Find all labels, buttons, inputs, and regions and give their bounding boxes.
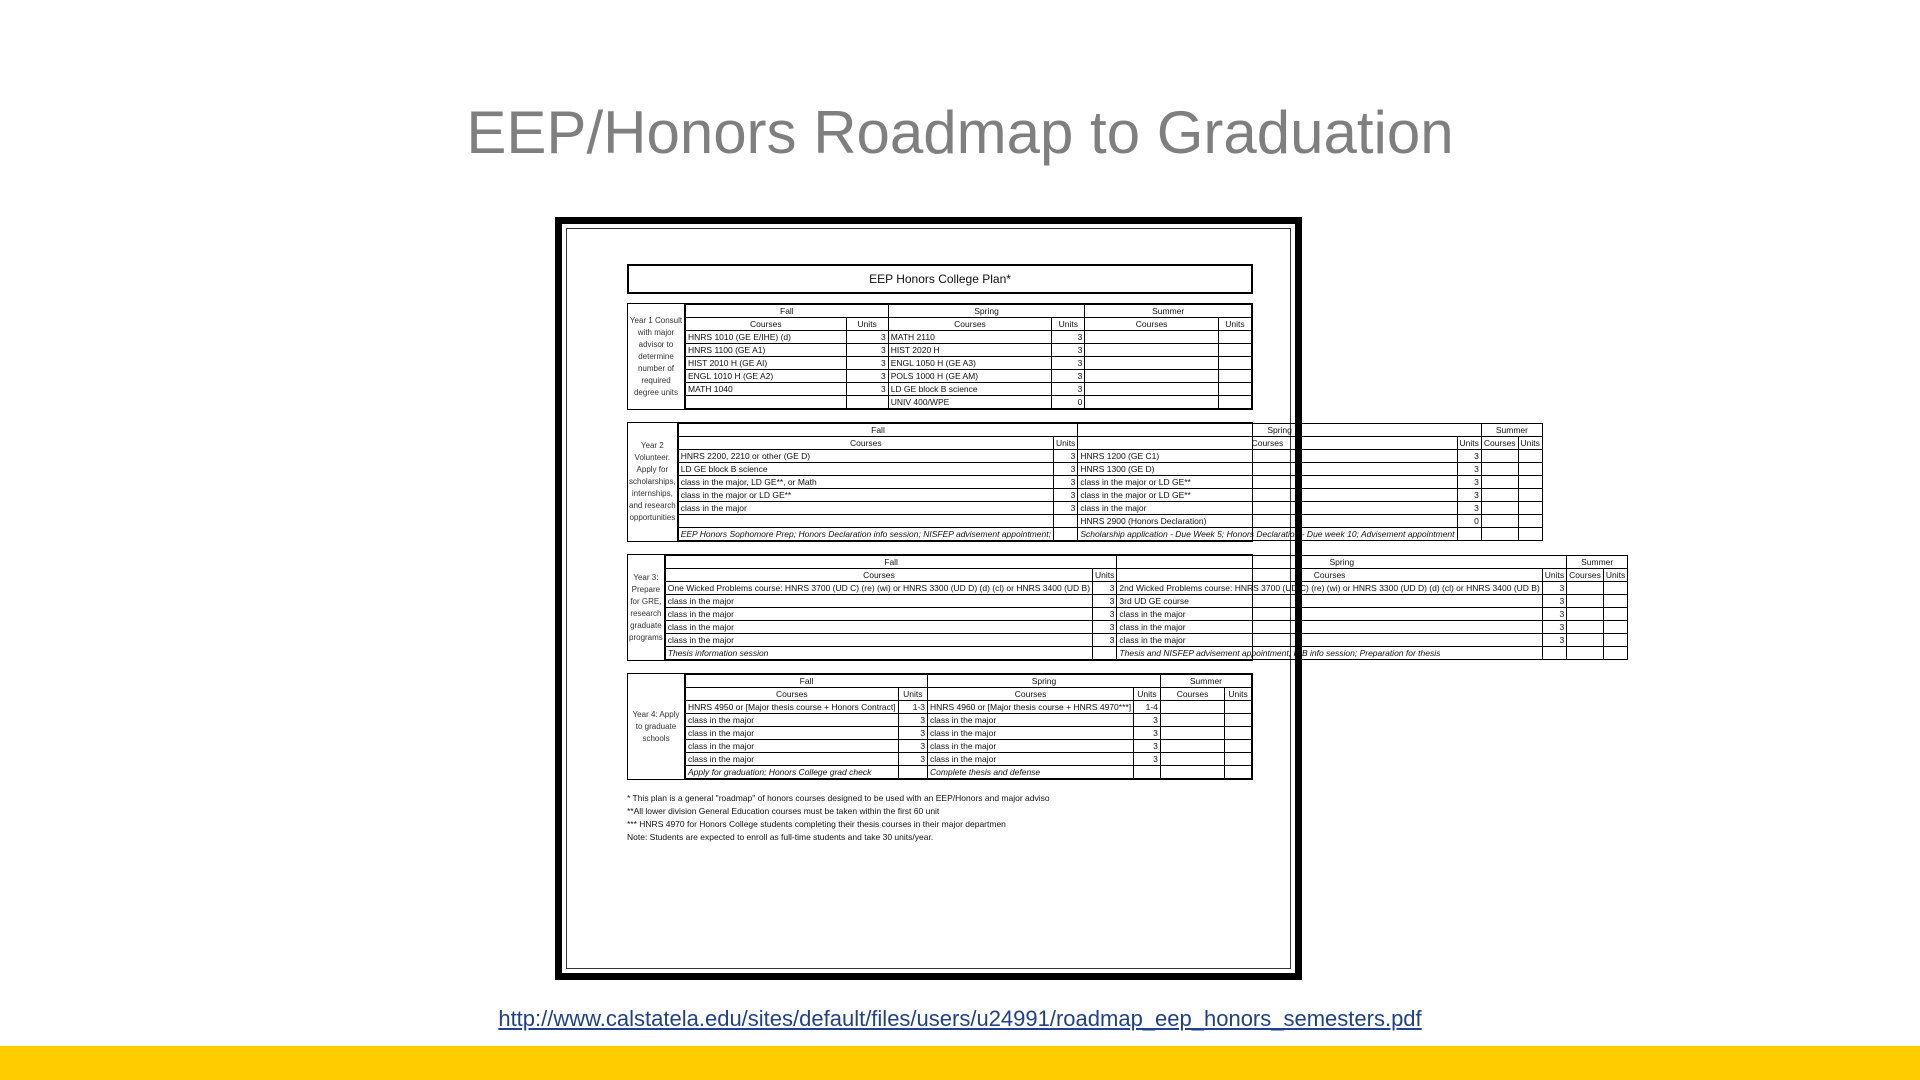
year-table: [665, 555, 1628, 660]
summer-course-cell: [1085, 396, 1218, 409]
course-row: [686, 753, 1252, 766]
fall-units-cell: 3: [1093, 621, 1117, 634]
spring-course-cell: class in the major: [1117, 634, 1542, 647]
term-header: Spring: [1117, 556, 1567, 569]
spring-course-cell: ENGL 1050 H (GE A3): [888, 357, 1052, 370]
fall-units-cell: 3: [846, 370, 888, 383]
spring-units-cell: 3: [1052, 331, 1085, 344]
summer-units-cell: [1518, 502, 1542, 515]
summer-course-cell: [1160, 714, 1224, 727]
course-row: [678, 528, 1542, 541]
summer-units-cell: [1225, 714, 1252, 727]
spring-units-cell: 3: [1542, 595, 1566, 608]
summer-course-cell: [1160, 766, 1224, 779]
spring-course-cell: class in the major or LD GE**: [1078, 489, 1457, 502]
summer-course-cell: [1160, 701, 1224, 714]
course-row: [686, 331, 1252, 344]
fall-course-cell: class in the major: [686, 727, 899, 740]
course-row: [686, 370, 1252, 383]
fall-course-cell: LD GE block B science: [678, 463, 1053, 476]
summer-course-cell: [1085, 370, 1218, 383]
fall-units-cell: 3: [898, 740, 927, 753]
fall-course-cell: HNRS 1010 (GE E/IHE) (d): [686, 331, 847, 344]
summer-course-cell: [1567, 634, 1604, 647]
spring-units-cell: 0: [1052, 396, 1085, 409]
course-row: [686, 357, 1252, 370]
fall-units-cell: 3: [1093, 608, 1117, 621]
units-column-header: Units: [1457, 437, 1481, 450]
summer-units-cell: [1603, 634, 1627, 647]
course-row: [678, 502, 1542, 515]
year-blocks: [627, 303, 1626, 780]
fall-units-cell: 3: [898, 753, 927, 766]
spring-units-cell: 1-4: [1134, 701, 1161, 714]
spring-course-cell: class in the major: [928, 727, 1134, 740]
footnotes: [627, 792, 1253, 844]
course-row: [678, 450, 1542, 463]
course-row: [686, 727, 1252, 740]
summer-course-cell: [1567, 647, 1604, 660]
course-row: [665, 634, 1627, 647]
units-column-header: Units: [1093, 569, 1117, 582]
spring-course-cell: HIST 2020 H: [888, 344, 1052, 357]
spring-units-cell: 3: [1457, 489, 1481, 502]
fall-units-cell: 3: [1053, 476, 1077, 489]
summer-course-cell: [1567, 595, 1604, 608]
term-header: Spring: [888, 305, 1085, 318]
summer-course-cell: [1567, 608, 1604, 621]
year-block: [627, 303, 1253, 410]
courses-column-header: Courses: [1078, 437, 1457, 450]
fall-course-cell: class in the major: [665, 608, 1092, 621]
summer-course-cell: [1085, 344, 1218, 357]
units-column-header: Units: [1542, 569, 1566, 582]
term-header: Spring: [928, 675, 1161, 688]
units-column-header: Units: [1603, 569, 1627, 582]
fall-course-cell: ENGL 1010 H (GE A2): [686, 370, 847, 383]
spring-course-cell: class in the major: [928, 740, 1134, 753]
term-header: Summer: [1085, 305, 1252, 318]
spring-course-cell: Thesis and NISFEP advisement appointment; IRB info session; Preparation for thesis: [1117, 647, 1542, 660]
spring-units-cell: 3: [1052, 383, 1085, 396]
spring-course-cell: class in the major or LD GE**: [1078, 476, 1457, 489]
fall-course-cell: class in the major: [686, 714, 899, 727]
slide-title: EEP/Honors Roadmap to Graduation: [466, 99, 1454, 166]
summer-units-cell: [1603, 582, 1627, 595]
summer-units-cell: [1218, 396, 1251, 409]
term-header: Summer: [1481, 424, 1542, 437]
fall-course-cell: MATH 1040: [686, 383, 847, 396]
summer-units-cell: [1225, 766, 1252, 779]
course-row: [665, 647, 1627, 660]
fall-units-cell: 3: [1053, 463, 1077, 476]
spring-course-cell: HNRS 1300 (GE D): [1078, 463, 1457, 476]
spring-course-cell: UNIV 400/WPE: [888, 396, 1052, 409]
summer-units-cell: [1518, 489, 1542, 502]
summer-units-cell: [1603, 608, 1627, 621]
course-row: [686, 766, 1252, 779]
term-header: Summer: [1567, 556, 1628, 569]
spring-units-cell: 3: [1542, 582, 1566, 595]
summer-units-cell: [1603, 647, 1627, 660]
spring-course-cell: HNRS 4960 or [Major thesis course + HNRS 4970***]: [928, 701, 1134, 714]
fall-course-cell: HNRS 2200, 2210 or other (GE D): [678, 450, 1053, 463]
spring-units-cell: 3: [1542, 634, 1566, 647]
summer-units-cell: [1218, 370, 1251, 383]
fall-units-cell: [846, 396, 888, 409]
courses-column-header: Courses: [1481, 437, 1518, 450]
term-header: Fall: [686, 305, 889, 318]
plan-title: EEP Honors College Plan*: [627, 264, 1253, 294]
summer-units-cell: [1225, 701, 1252, 714]
spring-course-cell: MATH 2110: [888, 331, 1052, 344]
spring-units-cell: 3: [1134, 740, 1161, 753]
course-row: [665, 608, 1627, 621]
spring-course-cell: class in the major: [928, 753, 1134, 766]
summer-units-cell: [1218, 344, 1251, 357]
spring-units-cell: 3: [1457, 463, 1481, 476]
fall-course-cell: class in the major: [686, 753, 899, 766]
course-row: [686, 701, 1252, 714]
courses-column-header: Courses: [888, 318, 1052, 331]
summer-course-cell: [1085, 357, 1218, 370]
spring-course-cell: 2nd Wicked Problems course: HNRS 3700 (UD C) (re) (wi) or HNRS 3300 (UD D) (d) (cl) or HNRS 3400 (UD B): [1117, 582, 1542, 595]
summer-course-cell: [1481, 463, 1518, 476]
summer-course-cell: [1160, 740, 1224, 753]
spring-units-cell: [1457, 528, 1481, 541]
fall-course-cell: class in the major: [686, 740, 899, 753]
courses-column-header: Courses: [686, 318, 847, 331]
fall-units-cell: 3: [1053, 450, 1077, 463]
spring-course-cell: class in the major: [928, 714, 1134, 727]
year-label: Year 4: Apply to graduate schools: [628, 674, 685, 779]
summer-course-cell: [1160, 753, 1224, 766]
summer-course-cell: [1481, 489, 1518, 502]
year-label: Year 2 Volunteer. Apply for scholarships, internships, and research opportunities: [628, 423, 678, 541]
spring-course-cell: class in the major: [1117, 608, 1542, 621]
course-row: [686, 396, 1252, 409]
fall-course-cell: One Wicked Problems course: HNRS 3700 (UD C) (re) (wi) or HNRS 3300 (UD D) (d) (cl) or HNRS 3400 (UD B): [665, 582, 1092, 595]
fall-units-cell: 3: [846, 331, 888, 344]
fall-course-cell: EEP Honors Sophomore Prep; Honors Declaration info session; NISFEP advisement appointment;: [678, 528, 1053, 541]
year-block: [627, 422, 1540, 542]
spring-units-cell: 3: [1052, 344, 1085, 357]
fall-units-cell: 1-3: [898, 701, 927, 714]
term-header: Fall: [686, 675, 928, 688]
summer-units-cell: [1518, 515, 1542, 528]
year-table: [678, 423, 1543, 541]
courses-column-header: Courses: [928, 688, 1134, 701]
fall-course-cell: class in the major: [665, 595, 1092, 608]
summer-units-cell: [1218, 331, 1251, 344]
year-label: Year 3: Prepare for GRE, research graduate programs: [628, 555, 665, 660]
fall-course-cell: class in the major: [678, 502, 1053, 515]
term-header: Spring: [1078, 424, 1482, 437]
fall-course-cell: HIST 2010 H (GE AI): [686, 357, 847, 370]
summer-units-cell: [1518, 528, 1542, 541]
summer-course-cell: [1567, 621, 1604, 634]
summer-course-cell: [1481, 476, 1518, 489]
courses-column-header: Courses: [686, 688, 899, 701]
summer-course-cell: [1160, 727, 1224, 740]
course-row: [686, 714, 1252, 727]
summer-course-cell: [1481, 502, 1518, 515]
summer-units-cell: [1603, 621, 1627, 634]
spring-course-cell: Complete thesis and defense: [928, 766, 1134, 779]
units-column-header: Units: [1225, 688, 1252, 701]
spring-course-cell: HNRS 2900 (Honors Declaration): [1078, 515, 1457, 528]
spring-units-cell: 3: [1052, 357, 1085, 370]
courses-column-header: Courses: [1117, 569, 1542, 582]
footnote: Note: Students are expected to enroll as full-time students and take 30 units/year.: [627, 832, 934, 842]
fall-units-cell: 3: [1053, 502, 1077, 515]
fall-units-cell: 3: [898, 727, 927, 740]
summer-units-cell: [1518, 450, 1542, 463]
spring-units-cell: 3: [1134, 714, 1161, 727]
fall-units-cell: 3: [1093, 595, 1117, 608]
fall-units-cell: [898, 766, 927, 779]
fall-course-cell: HNRS 1100 (GE A1): [686, 344, 847, 357]
summer-course-cell: [1481, 528, 1518, 541]
spring-course-cell: LD GE block B science: [888, 383, 1052, 396]
summer-course-cell: [1481, 450, 1518, 463]
spring-units-cell: 3: [1542, 621, 1566, 634]
year-table: [685, 674, 1252, 779]
term-header: Summer: [1160, 675, 1251, 688]
summer-units-cell: [1218, 383, 1251, 396]
spring-units-cell: 3: [1134, 727, 1161, 740]
units-column-header: Units: [1218, 318, 1251, 331]
term-header: Fall: [678, 424, 1078, 437]
year-block: [627, 673, 1253, 780]
summer-units-cell: [1225, 727, 1252, 740]
fall-units-cell: 3: [846, 344, 888, 357]
spring-units-cell: [1134, 766, 1161, 779]
fall-course-cell: class in the major: [665, 621, 1092, 634]
fall-course-cell: Thesis information session: [665, 647, 1092, 660]
course-row: [686, 740, 1252, 753]
spring-course-cell: POLS 1000 H (GE AM): [888, 370, 1052, 383]
course-row: [678, 463, 1542, 476]
footnote: **All lower division General Education courses must be taken within the first 60 unit: [627, 806, 940, 816]
courses-column-header: Courses: [1567, 569, 1604, 582]
year-table: [685, 304, 1252, 409]
spring-course-cell: HNRS 1200 (GE C1): [1078, 450, 1457, 463]
term-header: Fall: [665, 556, 1117, 569]
summer-course-cell: [1085, 331, 1218, 344]
courses-column-header: Courses: [678, 437, 1053, 450]
courses-column-header: Courses: [665, 569, 1092, 582]
summer-units-cell: [1518, 476, 1542, 489]
spring-units-cell: 3: [1134, 753, 1161, 766]
year-block: [627, 554, 1626, 661]
fall-units-cell: [1053, 515, 1077, 528]
course-row: [665, 595, 1627, 608]
fall-units-cell: [1053, 528, 1077, 541]
units-column-header: Units: [1134, 688, 1161, 701]
courses-column-header: Courses: [1085, 318, 1218, 331]
units-column-header: Units: [846, 318, 888, 331]
fall-course-cell: class in the major: [665, 634, 1092, 647]
spring-units-cell: 3: [1542, 608, 1566, 621]
summer-course-cell: [1567, 582, 1604, 595]
spring-units-cell: 3: [1052, 370, 1085, 383]
spring-units-cell: [1542, 647, 1566, 660]
course-row: [678, 489, 1542, 502]
fall-units-cell: 3: [846, 383, 888, 396]
summer-units-cell: [1603, 595, 1627, 608]
summer-units-cell: [1225, 753, 1252, 766]
summer-units-cell: [1518, 463, 1542, 476]
spring-units-cell: 3: [1457, 476, 1481, 489]
course-row: [678, 515, 1542, 528]
roadmap-document: [566, 228, 1626, 969]
courses-column-header: Courses: [1160, 688, 1224, 701]
accent-bar: [0, 1046, 1920, 1080]
fall-units-cell: 3: [1053, 489, 1077, 502]
units-column-header: Units: [898, 688, 927, 701]
course-row: [678, 476, 1542, 489]
fall-units-cell: 3: [846, 357, 888, 370]
spring-course-cell: 3rd UD GE course: [1117, 595, 1542, 608]
fall-units-cell: 3: [898, 714, 927, 727]
course-row: [665, 582, 1627, 595]
spring-units-cell: 3: [1457, 450, 1481, 463]
document-image-frame: [555, 217, 1626, 980]
units-column-header: Units: [1052, 318, 1085, 331]
summer-units-cell: [1225, 740, 1252, 753]
fall-units-cell: 3: [1093, 582, 1117, 595]
summer-course-cell: [1481, 515, 1518, 528]
footnote: * This plan is a general "roadmap" of honors courses designed to be used with an EEP/Honors and major adviso: [627, 793, 1050, 803]
year-label: Year 1 Consult with major advisor to determine number of required degree units: [628, 304, 685, 409]
spring-units-cell: 3: [1457, 502, 1481, 515]
fall-course-cell: [686, 396, 847, 409]
fall-course-cell: [678, 515, 1053, 528]
fall-course-cell: class in the major, LD GE**, or Math: [678, 476, 1053, 489]
fall-units-cell: 3: [1093, 634, 1117, 647]
summer-units-cell: [1218, 357, 1251, 370]
units-column-header: Units: [1053, 437, 1077, 450]
fall-units-cell: [1093, 647, 1117, 660]
source-url-link[interactable]: http://www.calstatela.edu/sites/default/files/users/u24991/roadmap_eep_honors_semesters.pdf: [498, 1006, 1422, 1031]
spring-units-cell: 0: [1457, 515, 1481, 528]
footnote: *** HNRS 4970 for Honors College students completing their thesis courses in their major departmen: [627, 819, 1006, 829]
spring-course-cell: class in the major: [1117, 621, 1542, 634]
fall-course-cell: class in the major or LD GE**: [678, 489, 1053, 502]
spring-course-cell: Scholarship application - Due Week 5; Honors Declaration - Due week 10; Advisement appointment: [1078, 528, 1457, 541]
course-row: [665, 621, 1627, 634]
fall-course-cell: HNRS 4950 or [Major thesis course + Honors Contract]: [686, 701, 899, 714]
units-column-header: Units: [1518, 437, 1542, 450]
summer-course-cell: [1085, 383, 1218, 396]
course-row: [686, 344, 1252, 357]
spring-course-cell: class in the major: [1078, 502, 1457, 515]
course-row: [686, 383, 1252, 396]
fall-course-cell: Apply for graduation; Honors College grad check: [686, 766, 899, 779]
